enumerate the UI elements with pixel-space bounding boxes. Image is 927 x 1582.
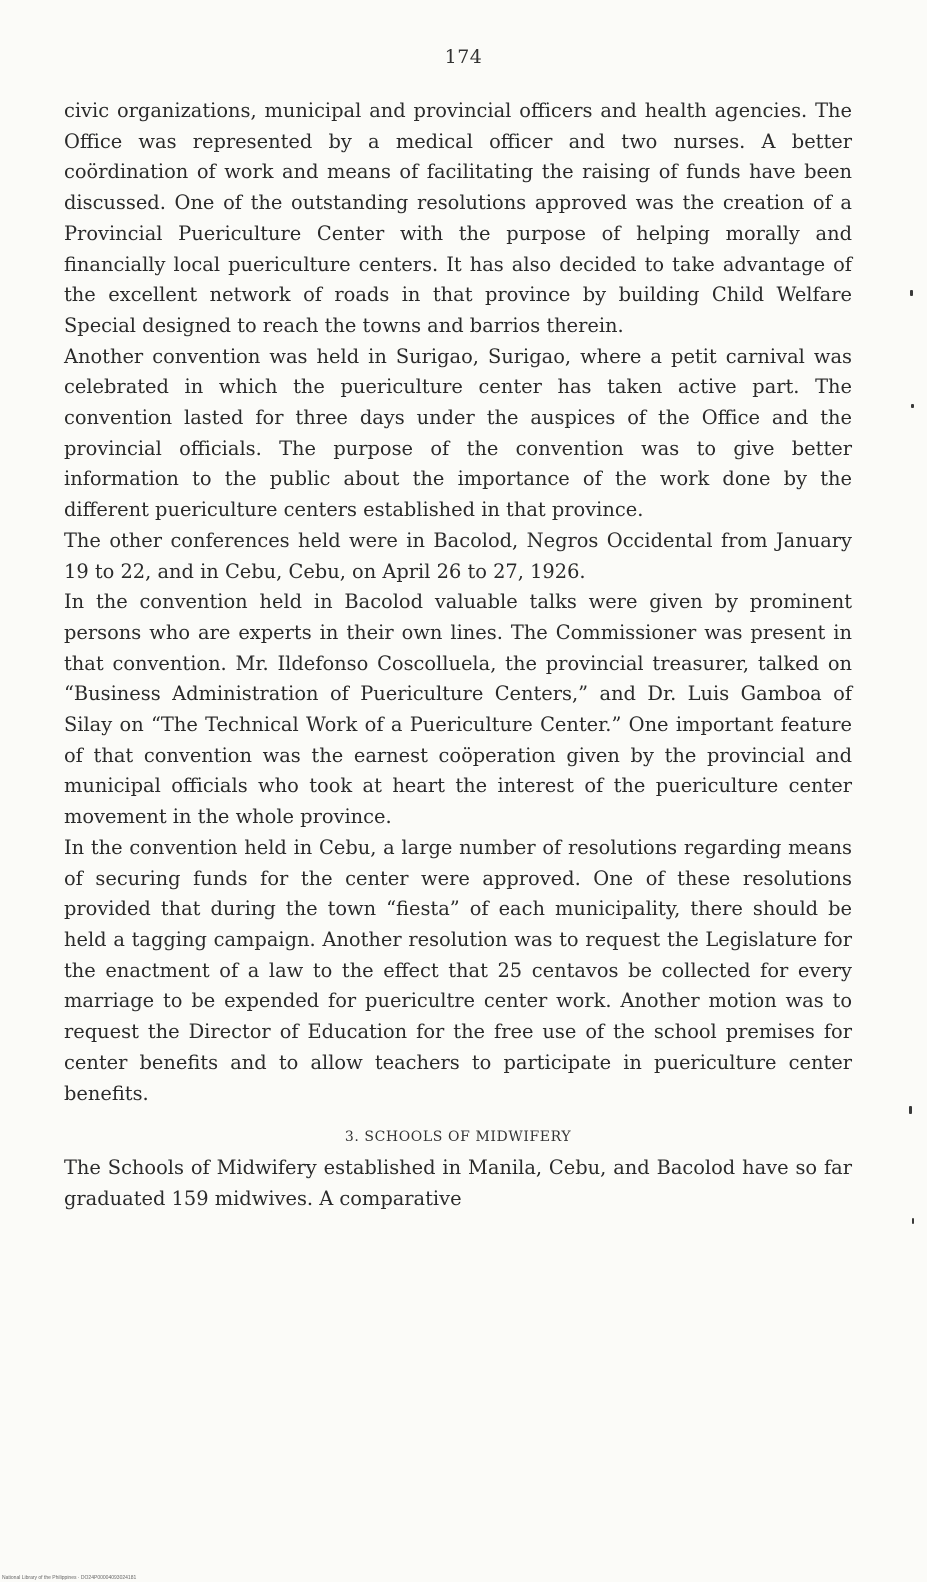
- body-text: [64, 96, 852, 1215]
- paragraph-2: Another convention was held in Surigao, Surigao, where a petit carnival was celebrated in which the puericulture center has taken active part. The convention lasted for three days under the auspices of the Office and the provincial officials. The purpose of the convention was to give better information to the public about the importance of the work done by the different puericulture centers established in that province.: [64, 344, 852, 522]
- footer-credit: National Library of the Philippines · DO24P00004093024181: [2, 1575, 137, 1581]
- section-heading: 3. SCHOOLS OF MIDWIFERY: [344, 1129, 572, 1146]
- page-number: 174: [444, 46, 483, 68]
- scan-speck: [912, 1218, 914, 1224]
- scan-speck: [910, 290, 913, 296]
- paragraph-1: civic organizations, municipal and provincial officers and health agencies. The Office was represented by a medical officer and two nurses. A better coördination of work and means of facilitating the raising of funds have been discussed. One of the outstanding resolutions approved was the creation of a Provincial Puericulture Center with the purpose of helping morally and financially local puericulture centers. It has also decided to take advantage of the excellent network of roads in that province by building Child Welfare Special designed to reach the towns and barrios therein.: [64, 99, 852, 337]
- scan-speck: [909, 1106, 912, 1114]
- scan-speck: [911, 404, 914, 408]
- paragraph-5: In the convention held in Cebu, a large number of resolutions regarding means of securing funds for the center were approved. One of these resolutions provided that during the town “fiesta” of each municipality, there should be held a tagging campaign. Another resolution was to request the Legislature for the enactment of a law to the effect that 25 centavos be collected for every marriage to be expended for puericultre center work. Another motion was to request the Director of Education for the free use of the school premises for center benefits and to allow teachers to participate in puericulture center benefits.: [64, 835, 852, 1105]
- paragraph-4: In the convention held in Bacolod valuable talks were given by prominent persons who are experts in their own lines. The Commissioner was present in that convention. Mr. Ildefonso Coscolluela, the provincial treasurer, talked on “Business Administration of Puericulture Centers,” and Dr. Luis Gamboa of Silay on “The Technical Work of a Puericulture Center.” One important feature of that convention was the earnest coöperation given by the provincial and municipal officials who took at heart the interest of the puericulture center movement in the whole province.: [64, 590, 852, 829]
- paragraph-3: The other conferences held were in Bacolod, Negros Occidental from January 19 to 22, and in Cebu, Cebu, on April 26 to 27, 1926.: [64, 528, 852, 583]
- paragraph-6: The Schools of Midwifery established in Manila, Cebu, and Bacolod have so far graduated 159 midwives. A comparative: [64, 1156, 852, 1210]
